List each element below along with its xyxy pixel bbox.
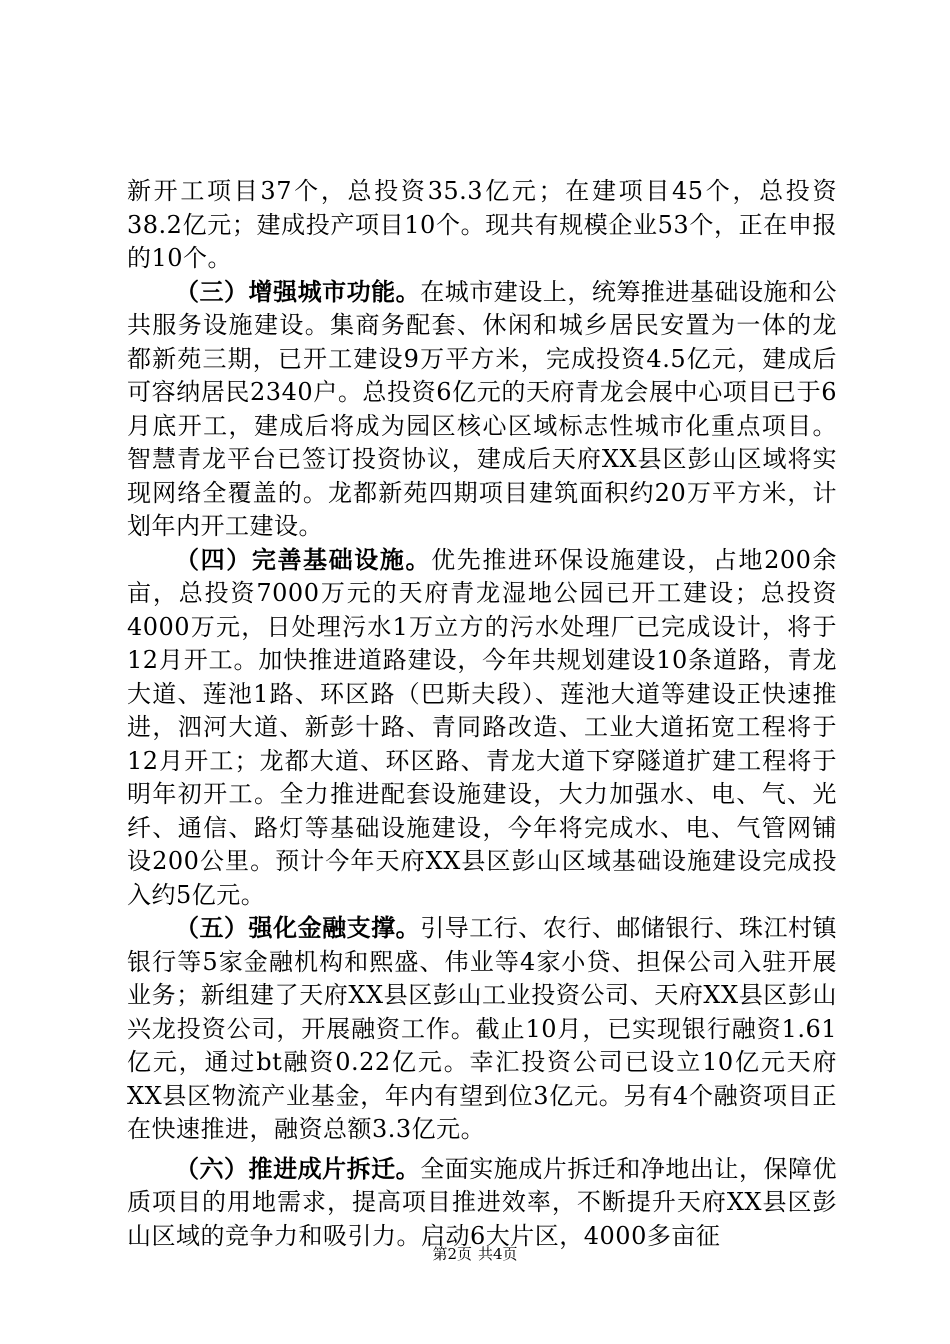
paragraph-finance xyxy=(127,912,837,1147)
document-body xyxy=(127,175,837,1253)
page-number: 第2页 xyxy=(432,1245,472,1263)
paragraph-body: 新开工项目37个，总投资35.3亿元；在建项目45个，总投资38.2亿元；建成投产项目10个。现共有规模企业53个，正在申报的10个。 xyxy=(127,177,837,272)
paragraph-body: 优先推进环保设施建设，占地200余亩，总投资7000万元的天府青龙湿地公园已开工建设；总投资4000万元，日处理污水1万立方的污水处理厂已完成设计，将于12月开工。加快推进道路建设，今年共规划建设10条道路，青龙大道、莲池1路、环区路（巴斯夫段）、莲池大道等建设正快速推进，泗河大道、新彭十路、青同路改造、工业大道拓宽工程将于12月开工；龙都大道、环区路、青龙大道下穿隧道扩建工程将于明年初开工。全力推进配套设施建设，大力加强水、电、气、光纤、通信、路灯等基础设施建设，今年将完成水、电、气管网铺设200公里。预计今年天府XX县区彭山区域基础设施建设完成投入约5亿元。 xyxy=(127,545,838,909)
paragraph-demolition xyxy=(127,1153,837,1254)
paragraph-heading: （六）推进成片拆迁。 xyxy=(175,1154,421,1183)
paragraph-city-function xyxy=(127,276,837,544)
paragraph-body: 引导工行、农行、邮储银行、珠江村镇银行等5家金融机构和熙盛、伟业等4家小贷、担保公司入驻开展业务；新组建了天府XX县区彭山工业投资公司、天府XX县区彭山兴龙投资公司，开展融资工作。截止10月，已实现银行融资1.61亿元，通过bt融资0.22亿元。幸汇投资公司已设立10亿元天府XX县区物流产业基金，年内有望到位3亿元。另有4个融资项目正在快速推进，融资总额3.3亿元。 xyxy=(127,914,838,1143)
paragraph-heading: （五）强化金融支撑。 xyxy=(175,914,421,942)
page-footer xyxy=(0,1244,950,1264)
paragraph-heading: （三）增强城市功能。 xyxy=(175,277,421,306)
paragraph-body: 全面实施成片拆迁和净地出让，保障优质项目的用地需求，提高项目推进效率，不断提升天府XX县区彭山区域的竞争力和吸引力。启动6大片区，4000多亩征 xyxy=(127,1154,838,1250)
paragraph-heading: （四）完善基础设施。 xyxy=(175,545,432,574)
paragraph-continuation xyxy=(127,175,837,276)
paragraph-infrastructure xyxy=(127,544,837,913)
page-total: 共4页 xyxy=(478,1245,518,1263)
paragraph-body: 在城市建设上，统筹推进基础设施和公共服务设施建设。集商务配套、休闲和城乡居民安置为一体的龙都新苑三期，已开工建设9万平方米，完成投资4.5亿元，建成后可容纳居民2340户。总投资6亿元的天府青龙会展中心项目已于6月底开工，建成后将成为园区核心区域标志性城市化重点项目。智慧青龙平台已签订投资协议，建成后天府XX县区彭山区域将实现网络全覆盖的。龙都新苑四期项目建筑面积约20万平方米，计划年内开工建设。 xyxy=(127,277,838,540)
